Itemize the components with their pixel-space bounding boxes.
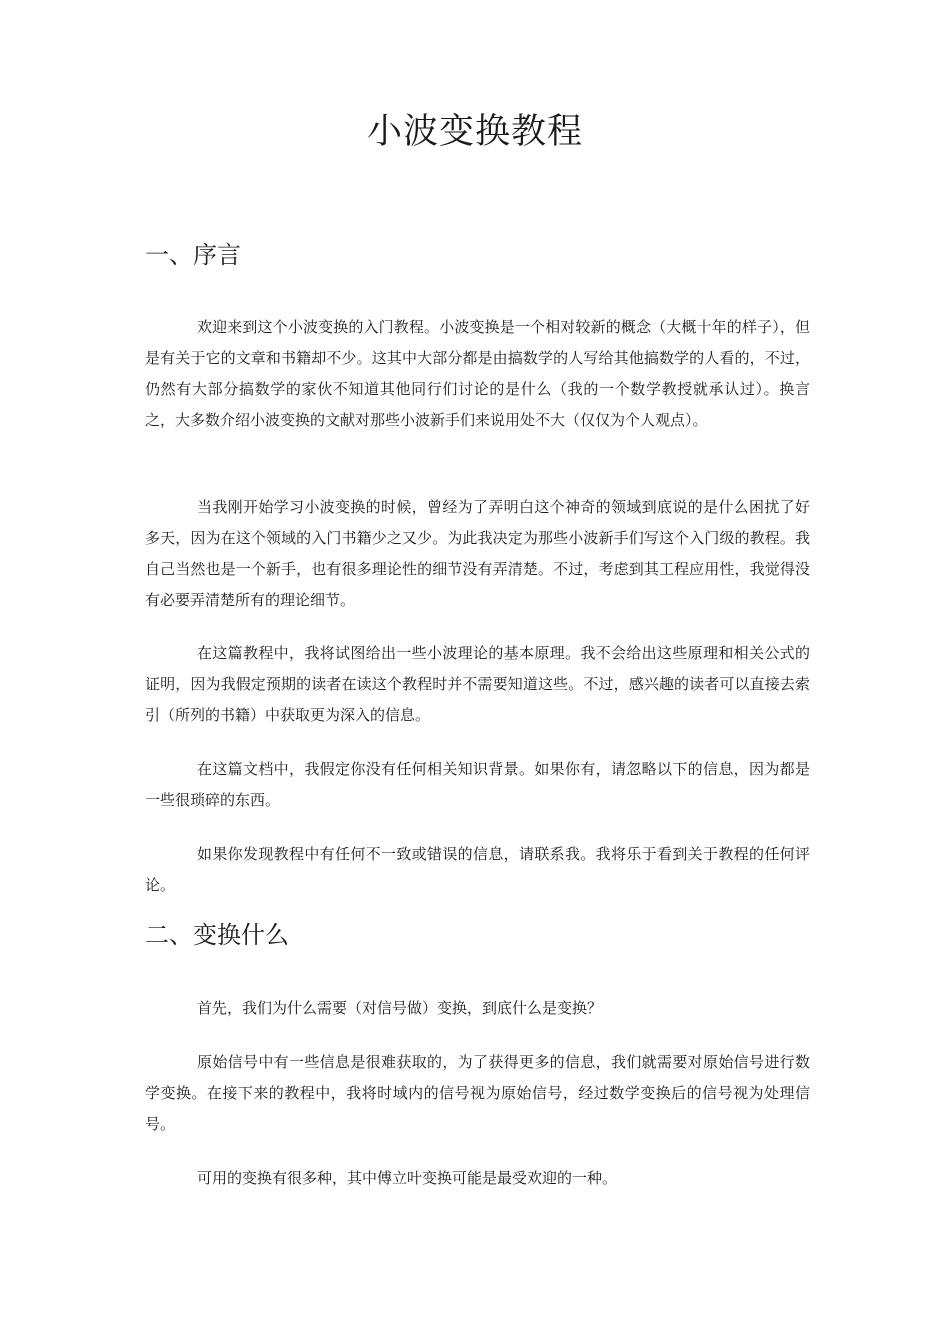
paragraph: 可用的变换有很多种，其中傅立叶变换可能是最受欢迎的一种。 bbox=[197, 1169, 618, 1187]
section-heading-preface: 一、序言 bbox=[145, 241, 241, 269]
paragraph: 首先，我们为什么需要（对信号做）变换，到底什么是变换？ bbox=[197, 999, 603, 1017]
paragraph: 欢迎来到这个小波变换的入门教程。小波变换是一个相对较新的概念（大概十年的样子），但是有关于它的文章和书籍却不少。这其中大部分都是由搞数学的人写给其他搞数学的人看的，不过，仍然有大部分搞数学的家伙不知道其他同行们讨论的是什么（我的一个数学教授就承认过）。换言之，大多数介绍小波变换的文献对那些小波新手们来说用处不大（仅仅为个人观点）。 bbox=[145, 318, 810, 429]
paragraph: 原始信号中有一些信息是很难获取的，为了获得更多的信息，我们就需要对原始信号进行数学变换。在接下来的教程中，我将时域内的信号视为原始信号，经过数学变换后的信号视为处理信号。 bbox=[145, 1053, 810, 1133]
paragraph: 当我刚开始学习小波变换的时候，曾经为了弄明白这个神奇的领域到底说的是什么困扰了好多天，因为在这个领域的入门书籍少之又少。为此我决定为那些小波新手们写这个入门级的教程。我自己当然也是一个新手，也有很多理论性的细节没有弄清楚。不过，考虑到其工程应用性，我觉得没有必要弄清楚所有的理论细节。 bbox=[145, 498, 810, 609]
paragraph: 在这篇教程中，我将试图给出一些小波理论的基本原理。我不会给出这些原理和相关公式的证明，因为我假定预期的读者在读这个教程时并不需要知道这些。不过，感兴趣的读者可以直接去索引（所列的书籍）中获取更为深入的信息。 bbox=[145, 644, 810, 724]
paragraph: 如果你发现教程中有任何不一致或错误的信息，请联系我。我将乐于看到关于教程的任何评论。 bbox=[145, 845, 810, 894]
document-title: 小波变换教程 bbox=[366, 112, 583, 152]
section-heading-what-transform: 二、变换什么 bbox=[145, 921, 289, 949]
paragraph: 在这篇文档中，我假定你没有任何相关知识背景。如果你有，请忽略以下的信息，因为都是一些很琐碎的东西。 bbox=[145, 760, 810, 809]
